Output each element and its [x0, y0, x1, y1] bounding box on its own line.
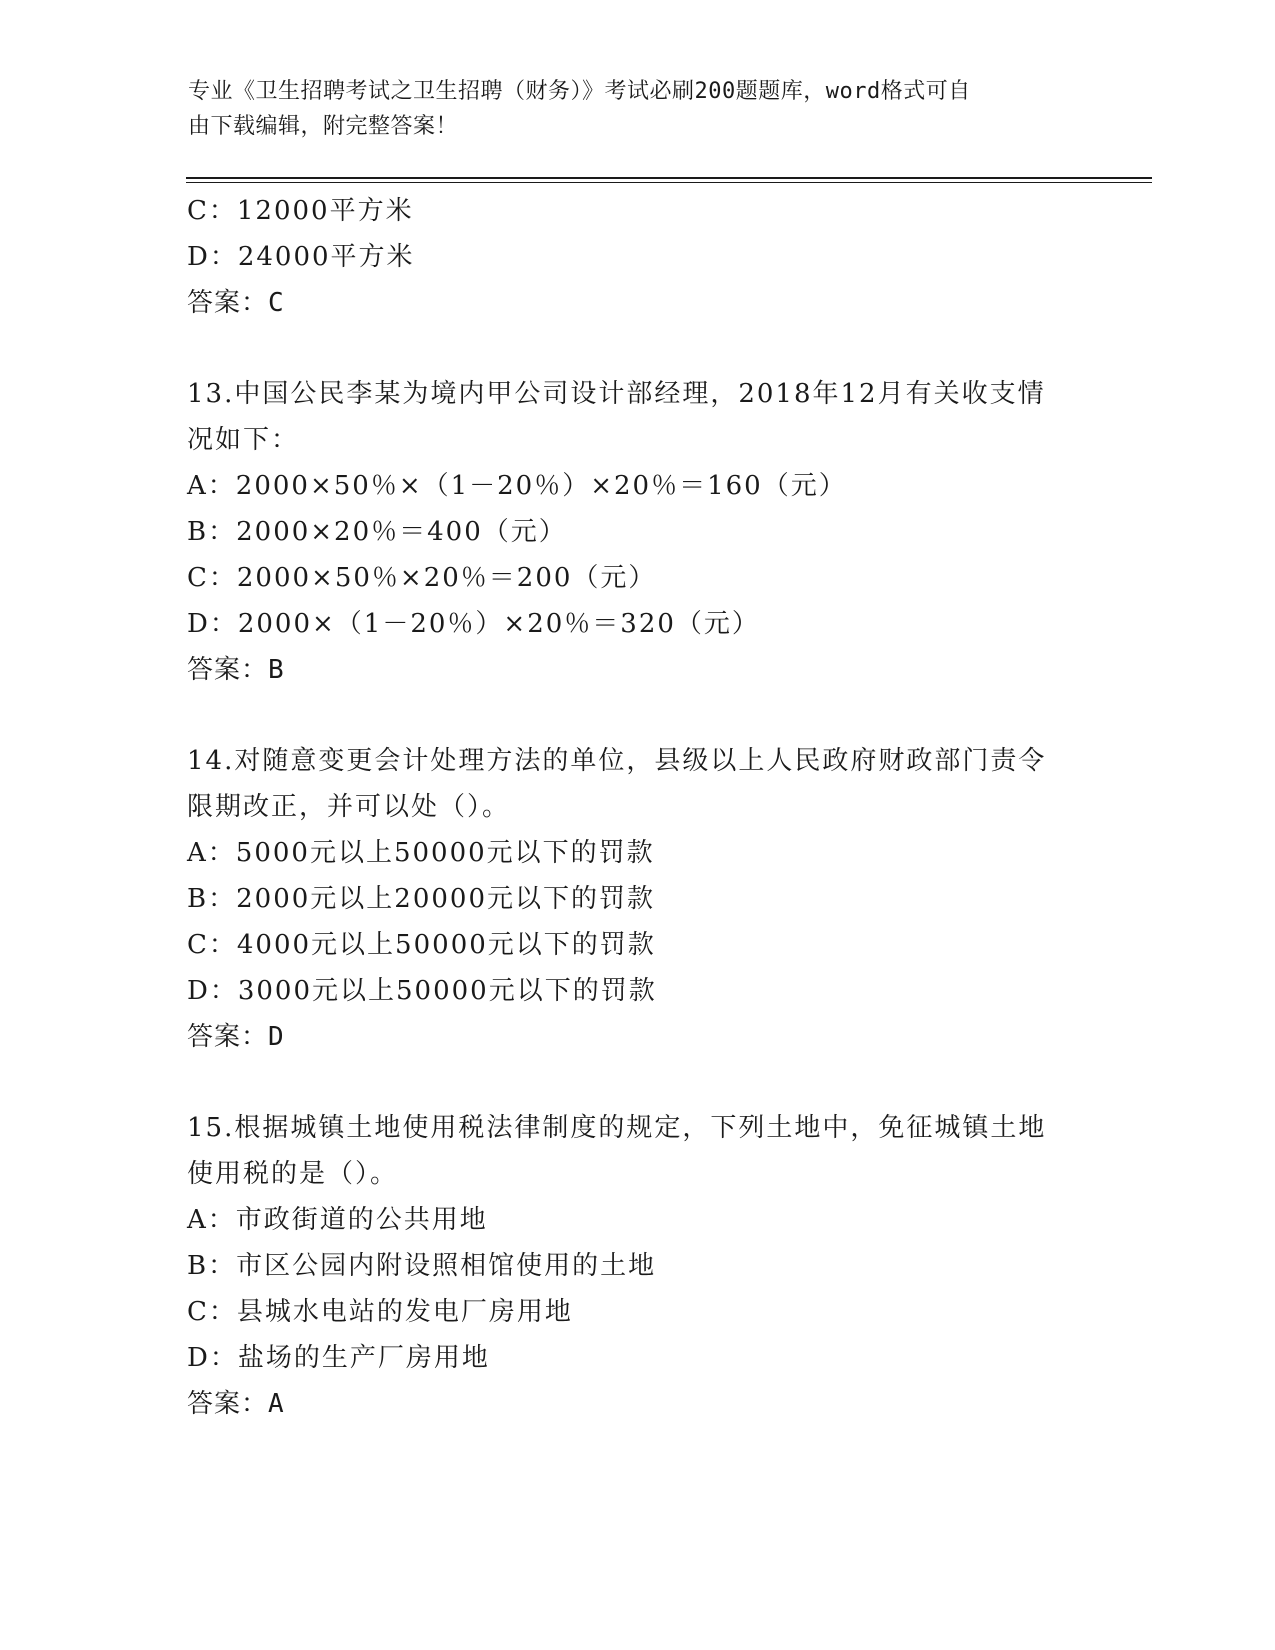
question-stem-line-2: 使用税的是（）。: [187, 1159, 399, 1189]
option-a: A：市政街道的公共用地: [187, 1205, 488, 1235]
question-15: [187, 1105, 1087, 1427]
question-stem-line-1: 14.对随意变更会计处理方法的单位，县级以上人民政府财政部门责令: [187, 746, 1047, 776]
option-c: C：4000元以上50000元以下的罚款: [187, 930, 656, 960]
answer-line: 答案：D: [187, 1022, 285, 1052]
option-b: B：2000元以上20000元以下的罚款: [187, 884, 655, 914]
question-stem-line-1: 15.根据城镇土地使用税法律制度的规定，下列土地中，免征城镇土地: [187, 1113, 1047, 1143]
option-c: C：2000×50％×20％＝200（元）: [187, 563, 657, 593]
question-spacer: [187, 693, 1087, 738]
option-d: D：盐场的生产厂房用地: [187, 1343, 490, 1373]
option-d: D：24000平方米: [187, 242, 415, 272]
question-spacer: [187, 1060, 1087, 1105]
question-stem-line-1: 13.中国公民李某为境内甲公司设计部经理，2018年12月有关收支情: [187, 379, 1046, 409]
question-14: [187, 738, 1087, 1060]
header-divider-thin: [186, 182, 1152, 183]
header-line-2: 由下载编辑，附完整答案！: [188, 114, 459, 139]
option-a: A：5000元以上50000元以下的罚款: [187, 838, 655, 868]
answer-line: 答案：C: [187, 288, 285, 318]
question-stem-line-2: 限期改正，并可以处（）。: [187, 792, 511, 822]
option-d: D：3000元以上50000元以下的罚款: [187, 976, 657, 1006]
option-c: C：县城水电站的发电厂房用地: [187, 1297, 573, 1327]
option-b: B：市区公园内附设照相馆使用的土地: [187, 1251, 657, 1281]
question-13: [187, 371, 1087, 693]
header-divider-thick: [186, 177, 1152, 179]
page-header: [188, 74, 1088, 144]
question-content: [187, 188, 1087, 1427]
question-stem-line-2: 况如下：: [187, 425, 300, 455]
answer-line: 答案：B: [187, 655, 285, 685]
option-a: A：2000×50％×（1－20％）×20％＝160（元）: [187, 471, 847, 501]
option-d: D：2000×（1－20％）×20％＝320（元）: [187, 609, 760, 639]
question-spacer: [187, 326, 1087, 371]
option-b: B：2000×20％＝400（元）: [187, 517, 567, 547]
header-line-1: 专业《卫生招聘考试之卫生招聘（财务）》考试必刷200题题库，word格式可自: [188, 79, 971, 104]
question-12-tail: [187, 188, 1087, 326]
answer-line: 答案：A: [187, 1389, 285, 1419]
option-c: C：12000平方米: [187, 196, 414, 226]
